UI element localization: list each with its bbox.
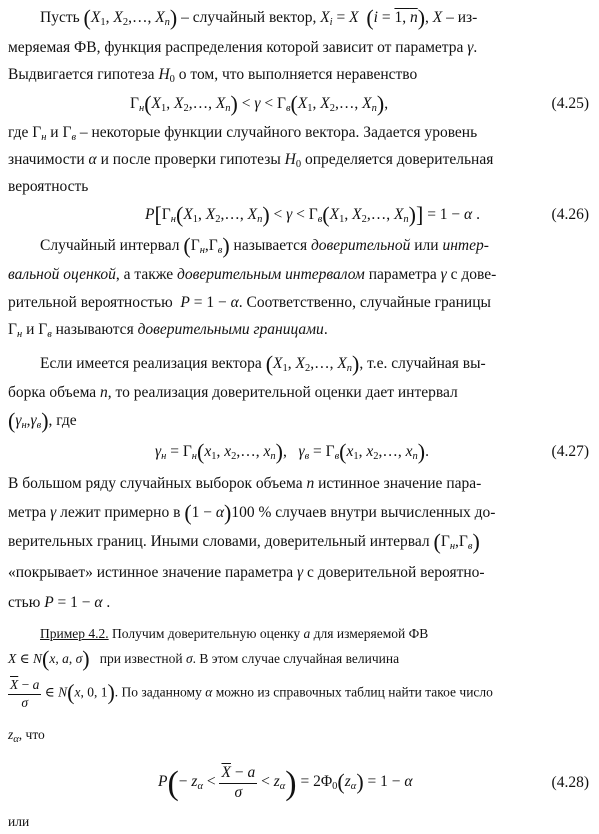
paragraph-line: $\frac{\overline{X} - a}{\sigma}$ ∈ N(x, 0, 1). По заданному α можно из справочных таблиц найти такое число — [10, 677, 493, 710]
equation-number: (4.28) — [551, 774, 589, 791]
paragraph-line: верительных границ. Иными словами, доверительный интервал $(Г_н,Г_в)$ — [8, 529, 480, 554]
formula-4-26: $P[Г_н(X_1$, $X_2,\dots$, $X_n) < \gamma < Г_в(X_1$, $X_2,\dots$, $X_n)] = 1 - \alpha$ . — [145, 202, 480, 227]
equation-number: (4.27) — [551, 443, 589, 460]
example-label: Пример 4.2. — [40, 626, 109, 641]
paragraph-line: где $Г_н$ и $Г_в$ – некоторые функции случайного вектора. Задается уровень — [8, 124, 478, 143]
paragraph-line: «покрывает» истинное значение параметра γ с доверительной вероятно- — [8, 564, 485, 581]
paragraph-line: Пример 4.2. Получим доверительную оценку a для измеряемой ФВ — [40, 626, 429, 641]
paragraph-line: $(\gamma_н,\gamma_в)$, где — [8, 408, 77, 433]
equation-number: (4.26) — [551, 206, 589, 223]
paragraph-line: Выдвигается гипотеза $H_0$ о том, что выполняется неравенство — [8, 66, 418, 85]
paragraph-line: X ∈ N(x, a, σ) при известной σ. В этом случае случайная величина — [8, 646, 400, 671]
fraction: $\frac{\overline{X} - a}{\sigma}$ — [221, 764, 256, 801]
fraction: $\frac{\overline{X} - a}{\sigma}$ — [10, 677, 40, 710]
paragraph-line: $z_\alpha$, что — [8, 727, 45, 745]
paragraph-line: Пусть ($X_1$, $X_2,\dots$, $X_n$) – случайный вектор, $X_i = X$ (i = 1, n), X – из- — [40, 5, 478, 30]
equation-number: (4.25) — [551, 95, 589, 112]
paragraph-line: вальной оценкой, а также доверительным интервалом параметра γ с дове- — [8, 266, 497, 283]
formula-4-25: $Г_н(X_1$, $X_2,\dots$, $X_n) < \gamma < Г_в(X_1$, $X_2,\dots$, $X_n$), — [130, 91, 389, 116]
paragraph-line: $Г_н$ и $Г_в$ называются доверительными границами. — [8, 321, 328, 340]
paragraph-line: Если имеется реализация вектора ($X_1$, $X_2,\dots$, $X_n$), т.е. случайная вы- — [40, 351, 486, 376]
paragraph-line: стью P = 1 − α . — [8, 594, 111, 611]
paragraph-line: вероятность — [8, 178, 89, 195]
paragraph-line: меряемая ФВ, функция распределения которой зависит от параметра γ. — [8, 39, 478, 56]
paragraph-line: В большом ряду случайных выборок объема n истинное значение пара- — [8, 475, 482, 492]
paragraph-line: значимости α и после проверки гипотезы $H_0$ определяется доверительная — [8, 151, 494, 170]
paragraph-line: или — [8, 814, 30, 829]
formula-4-27: $\gamma_н = Г_н(x_1$, $x_2,\dots$, $x_n$), $\gamma_в = Г_в(x_1$, $x_2,\dots$, $x_n$). — [155, 439, 429, 464]
paragraph-line: борка объема n, то реализация доверительной оценки дает интервал — [8, 384, 458, 401]
paragraph-line: метра γ лежит примерно в (1 − α)100 % случаев внутри вычисленных до- — [8, 500, 496, 525]
formula-4-28: $P(- z_\alpha$ < $\frac{\overline{X} - a}{\sigma}$ < $z_\alpha) = 2\Phi_0(z_\alpha) = 1 - \alpha$ — [158, 764, 413, 803]
paragraph-line: Случайный интервал $(Г_н,Г_в)$ называется доверительной или интер- — [40, 233, 489, 258]
paragraph-line: рительной вероятностью P = 1 − α. Соответственно, случайные границы — [8, 294, 491, 311]
